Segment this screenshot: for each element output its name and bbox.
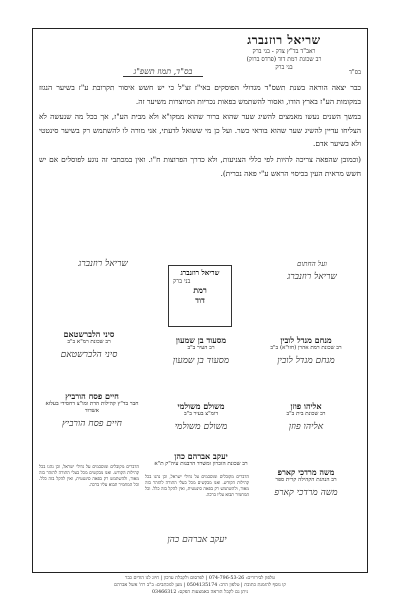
signatory-title: דומ"צ בעיר ב"ב [184, 411, 218, 417]
body-signoff [53, 255, 153, 269]
signatory-hand-block [145, 531, 249, 545]
body-signoff-hand: שריאל רוזנברג [78, 259, 128, 269]
letter-body [39, 81, 361, 182]
paragraph-2: במשך השנים נעשו מאמצים להשיג שער שהוא ברור שהוא ממקו"א ולא מבית הע"ז, אך בכל מה שנעשה לא הצליחו עדיין להשיג שער שהוא בודאי כשר. ועל כן מי ששואל לדעתי, אני מורה לו להשתמש רק בשיער סינטטי ולא בשיער אדם. [39, 112, 361, 149]
signatory-name: מסעוד בן שמעון [175, 335, 227, 345]
signatory-title: רב שכונת רמת אהרן (חזו"א) ב"ב [270, 345, 342, 351]
signatory-hand: מנחם מנדל לובין [277, 356, 335, 366]
signatory-name: סיני הלברשטאם [63, 329, 115, 339]
letterhead-title-3: בני ברק [275, 64, 293, 71]
signatory-block [151, 401, 251, 432]
author-signature [267, 257, 357, 282]
signatory-name: יעקב אברהם כהן [174, 451, 228, 461]
signatory-hand: אליהו פוזן [288, 422, 324, 432]
handwritten-date: בס"ד, תמוז תשפ"ג [123, 67, 203, 77]
stamp-line-1: רמת [193, 285, 207, 295]
letter-page [32, 28, 368, 573]
signatory-name: חיים פסח הורביץ [65, 391, 119, 401]
signatory-name: אליהו פוזן [290, 401, 322, 411]
signature-hand: שריאל רוזנברג [287, 272, 337, 282]
letterhead-title-1: ראב"ד בד"ץ צדק - בני ברק [252, 48, 316, 55]
signatory-title: רב הנהגת הקהילה קרית ספר [275, 477, 337, 483]
signatory-block [39, 391, 145, 429]
signatory-name: משה מרדכי קארפ [277, 467, 335, 477]
signatory-title: רב שכונת בית ב"ב [286, 411, 326, 417]
stamp-side: בני ברק [173, 278, 191, 285]
signatory-block [251, 335, 361, 366]
signatory-title: רב העיר ב"ב [187, 345, 215, 351]
letterhead-name: שריאל רוזנברג [247, 33, 321, 47]
rabbinical-stamp [168, 265, 232, 327]
footer-line-1: טלפון לבירורים: 074-796-53-26 | לפרסום ולקבלת עדכון | חיוג לגו הודים כבר [124, 576, 276, 581]
footer-line-3: ניתן גם לקבל הוראה באמצעות הפקס: 03466312 [151, 590, 249, 595]
stamp-top: שריאל רוזנברג [180, 268, 220, 277]
signatory-hand: משה מרדכי קארפ [274, 488, 338, 498]
signatory-hand: חיים פסח הורביץ [62, 419, 122, 429]
signature-lead: ועל החתום [297, 260, 327, 268]
signatory-block [251, 401, 361, 432]
signatory-name: מנחם מנדל לובין [280, 335, 332, 345]
bsd-mark: בס"ד [349, 69, 361, 76]
page-footer [32, 575, 368, 596]
signatory-block [251, 467, 361, 498]
fine-print-left: הדברים מקובלים ומוסכמים על גדולי ישראל, וכן נהגו בכל קהילות הקודש. ואנו מבקשים מכל בעלי התורה להזהר בזה מאוד, ולהשתמש רק בפאה סינטטית, ואין להקל בזה כלל. וכל המחמיר תבוא עליו ברכה. [39, 465, 139, 488]
fine-print-center: הדברים מקובלים ומוסכמים על גדולי ישראל, וכן נהגו בכל קהילות הקודש. ואנו מבקשים מכל בעלי התורה להזהר בזה מאוד, ולהשתמש רק בפאה סינטטית, ואין להקל בזה כלל. וכל המחמיר תבוא עליו ברכה. [145, 475, 249, 498]
signatory-block [39, 329, 139, 360]
footer-line-2: קו נוסף להזמנת כתובת | טלפון הרב: 0504135174 | מען למכתבים: ב"ב רח' אשל אברהם [114, 583, 286, 588]
signatory-hand: יעקב אברהם כהן [167, 535, 227, 545]
signatory-hand: מסעוד בן שמעון [172, 356, 230, 366]
signatory-block [151, 335, 251, 366]
signatory-title: רב שכונת הזכרון ומשרד הרבנות עיה"ק ת"א [154, 461, 248, 467]
letterhead-title-2: רב שכונת רמת דוד (פרדס ברוק) [246, 56, 322, 63]
signatory-title: רב שכונת רמ"א ב"ב [67, 339, 111, 345]
signatory-hand: משולם משולמי [174, 422, 228, 432]
paragraph-3: (וכמובן שהפאה צריכה להיות לפי כללי הצניעות, ולא כדרך הפרוצות ח"ו. ואין במכתבי זה נוגע לפוסלים אם יש חשש מראית העין בכיסוי הראש ע"י פאה נכרית). [39, 154, 361, 178]
signatory-name: משולם משולמי [177, 401, 225, 411]
stamp-line-2: דוד [195, 295, 205, 305]
signatory-hand: סיני הלברשטאם [60, 350, 118, 360]
signatory-title: חבר בד"ץ קהילות הדת ומו"צ דחסידי בעלזא אשדוד [45, 401, 139, 414]
signatory-block [145, 451, 257, 468]
paragraph-1: כבר יצאה הוראה בשנת תשס"ד מגדולי הפוסקים באי"ז זצ"ל כי יש חשש איסור תקרובת ע"ז בשיער הנגזז במקומות הע"ז בארץ הודו, ואסור להשתמש בפאות נכריות המיוצרות משיער זה. [39, 83, 361, 106]
letterhead [209, 33, 359, 72]
